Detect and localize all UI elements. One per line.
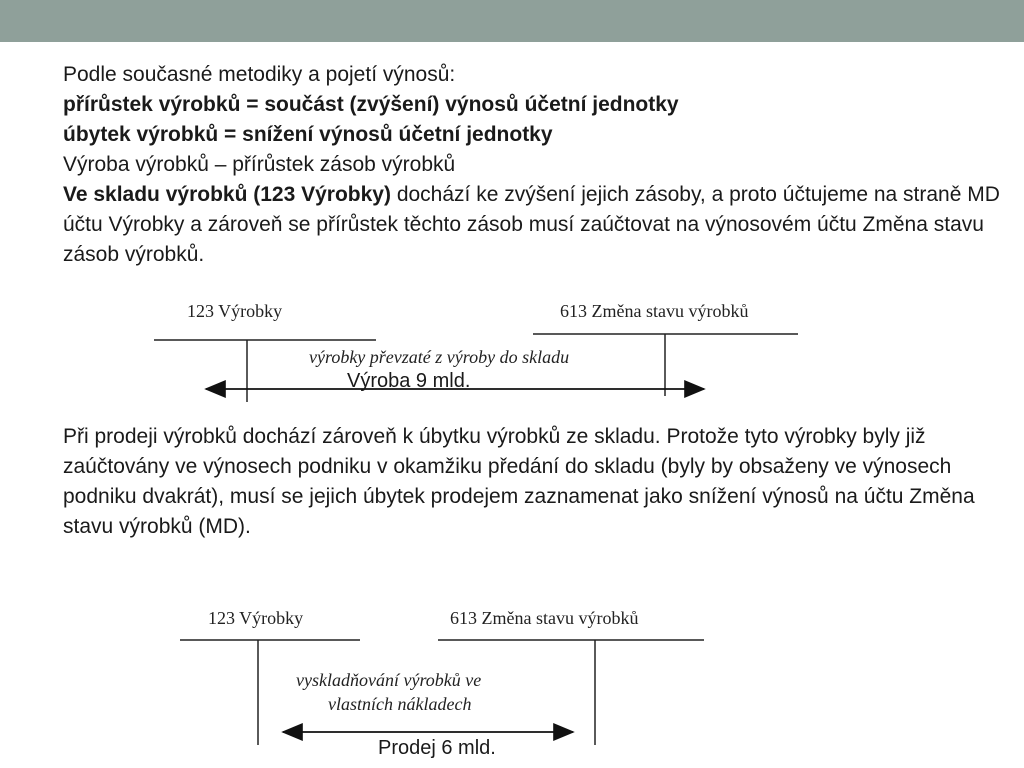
flow-label-withdrawal-line2: vlastních nákladech: [328, 694, 472, 714]
intro-line-2: přírůstek výrobků = součást (zvýšení) výnosů účetní jednotky: [63, 93, 679, 116]
account-label-613-zmena-stavu: 613 Změna stavu výrobků: [560, 301, 749, 321]
account-label-123-vyrobky-2: 123 Výrobky: [208, 608, 304, 628]
sale-explanation-paragraph: Při prodeji výrobků dochází zároveň k úbytku výrobků ze skladu. Protože tyto výrobky byly již zaúčtovány ve výnosech podniku v okamžiku předání do skladu (byly by obsaženy ve výnosech podniku dvakrát), musí se jejich úbytek prodejem zaznamenat jako snížení výnosů na účtu Změna stavu výrobků (MD).: [63, 425, 975, 538]
sale-explanation-text: [63, 422, 1003, 542]
intro-line-5-rest: dochází ke zvýšení jejich zásoby, a proto účtujeme na straně MD účtu Výrobky a zároveň se přírůstek těchto zásob musí zaúčtovat na výnosovém účtu Změna stavu zásob výrobků.: [63, 183, 1000, 266]
intro-line-5-bold: Ve skladu výrobků (123 Výrobky): [63, 183, 391, 206]
intro-line-1: Podle současné metodiky a pojetí výnosů:: [63, 63, 456, 86]
amount-label-sale: Prodej 6 mld.: [378, 737, 496, 759]
flow-label-transfer: výrobky převzaté z výroby do skladu: [309, 347, 570, 367]
account-label-613-zmena-stavu-2: 613 Změna stavu výrobků: [450, 608, 639, 628]
intro-line-3: úbytek výrobků = snížení výnosů účetní jednotky: [63, 123, 553, 146]
amount-label-production: Výroba 9 mld.: [347, 370, 471, 392]
intro-line-4: Výroba výrobků – přírůstek zásob výrobků: [63, 153, 456, 176]
flow-label-withdrawal-line1: vyskladňování výrobků ve: [296, 670, 482, 690]
account-label-123-vyrobky: 123 Výrobky: [187, 301, 283, 321]
